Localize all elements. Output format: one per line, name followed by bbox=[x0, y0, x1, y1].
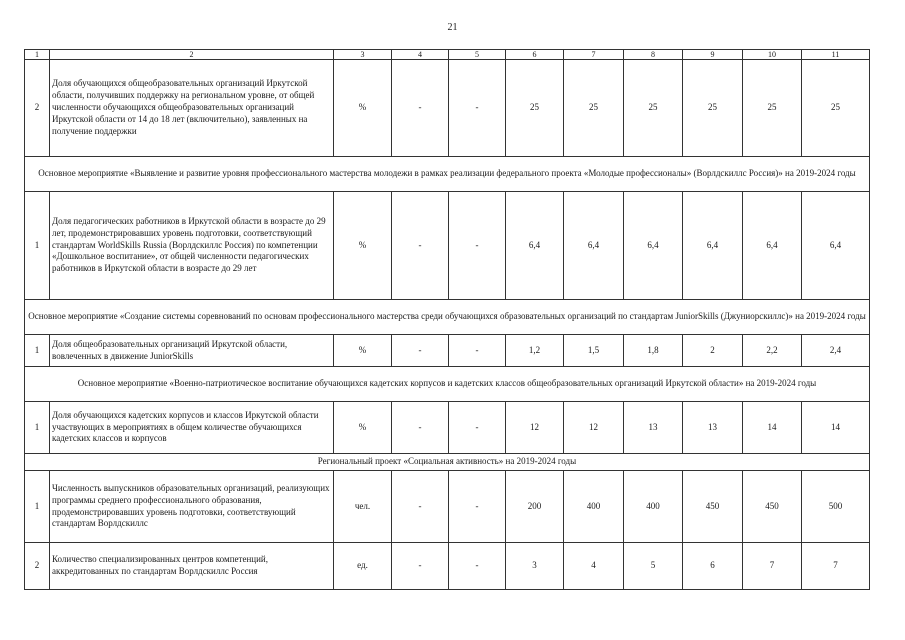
value-cell: 14 bbox=[802, 402, 870, 454]
indicator-row bbox=[25, 471, 870, 543]
section-row bbox=[25, 367, 870, 402]
section-row bbox=[25, 157, 870, 192]
indicator-row bbox=[25, 335, 870, 367]
indicator-name: Доля обучающихся общеобразовательных организаций Иркутской области, получивших поддержку на региональном уровне, от общей численности обучающихся общеобразовательных организаций Иркутской области от 14 до 18 лет (включительно), заявленных на получение поддержки bbox=[50, 60, 334, 157]
value-cell: 4 bbox=[564, 543, 624, 590]
col5-cell: - bbox=[449, 402, 506, 454]
value-cell: 1,5 bbox=[564, 335, 624, 367]
section-row bbox=[25, 300, 870, 335]
value-cell: 6,4 bbox=[683, 192, 743, 300]
value-cell: 1,2 bbox=[506, 335, 564, 367]
value-cell: 6,4 bbox=[624, 192, 683, 300]
value-cell: 200 bbox=[506, 471, 564, 543]
col4-cell: - bbox=[392, 335, 449, 367]
indicator-name: Доля педагогических работников в Иркутской области в возрасте до 29 лет, продемонстрировавших уровень подготовки, соответствующий стандартам WorldSkills Russia (Ворлдскиллс Россия) по компетенции «Дошкольное воспитание», от общей численности педагогических работников в Иркутской области в возрасте до 29 лет bbox=[50, 192, 334, 300]
indicator-row bbox=[25, 60, 870, 157]
value-cell: 6 bbox=[683, 543, 743, 590]
value-cell: 6,4 bbox=[743, 192, 802, 300]
value-cell: 400 bbox=[624, 471, 683, 543]
value-cell: 14 bbox=[743, 402, 802, 454]
unit-cell: % bbox=[334, 60, 392, 157]
header-col-2: 2 bbox=[50, 50, 334, 60]
value-cell: 7 bbox=[802, 543, 870, 590]
col4-cell: - bbox=[392, 471, 449, 543]
indicator-row bbox=[25, 543, 870, 590]
col5-cell: - bbox=[449, 335, 506, 367]
header-col-10: 10 bbox=[743, 50, 802, 60]
value-cell: 7 bbox=[743, 543, 802, 590]
value-cell: 2,2 bbox=[743, 335, 802, 367]
header-col-8: 8 bbox=[624, 50, 683, 60]
row-number: 1 bbox=[25, 402, 50, 454]
section-row bbox=[25, 454, 870, 471]
header-col-3: 3 bbox=[334, 50, 392, 60]
indicators-table bbox=[24, 49, 870, 590]
header-col-11: 11 bbox=[802, 50, 870, 60]
indicator-name: Доля общеобразовательных организаций Иркутской области, вовлеченных в движение JuniorSkills bbox=[50, 335, 334, 367]
value-cell: 12 bbox=[564, 402, 624, 454]
column-number-row bbox=[25, 50, 870, 60]
unit-cell: % bbox=[334, 192, 392, 300]
indicator-row bbox=[25, 402, 870, 454]
col5-cell: - bbox=[449, 543, 506, 590]
value-cell: 25 bbox=[624, 60, 683, 157]
col5-cell: - bbox=[449, 192, 506, 300]
header-col-1: 1 bbox=[25, 50, 50, 60]
col4-cell: - bbox=[392, 543, 449, 590]
value-cell: 6,4 bbox=[802, 192, 870, 300]
unit-cell: ед. bbox=[334, 543, 392, 590]
row-number: 1 bbox=[25, 471, 50, 543]
header-col-9: 9 bbox=[683, 50, 743, 60]
value-cell: 13 bbox=[683, 402, 743, 454]
value-cell: 450 bbox=[743, 471, 802, 543]
unit-cell: % bbox=[334, 402, 392, 454]
value-cell: 6,4 bbox=[506, 192, 564, 300]
value-cell: 2 bbox=[683, 335, 743, 367]
header-col-4: 4 bbox=[392, 50, 449, 60]
col4-cell: - bbox=[392, 402, 449, 454]
header-col-7: 7 bbox=[564, 50, 624, 60]
row-number: 2 bbox=[25, 543, 50, 590]
value-cell: 25 bbox=[743, 60, 802, 157]
value-cell: 400 bbox=[564, 471, 624, 543]
value-cell: 12 bbox=[506, 402, 564, 454]
value-cell: 6,4 bbox=[564, 192, 624, 300]
unit-cell: чел. bbox=[334, 471, 392, 543]
value-cell: 5 bbox=[624, 543, 683, 590]
row-number: 1 bbox=[25, 192, 50, 300]
header-col-5: 5 bbox=[449, 50, 506, 60]
col4-cell: - bbox=[392, 60, 449, 157]
value-cell: 25 bbox=[802, 60, 870, 157]
value-cell: 25 bbox=[683, 60, 743, 157]
value-cell: 3 bbox=[506, 543, 564, 590]
value-cell: 25 bbox=[564, 60, 624, 157]
indicator-row bbox=[25, 192, 870, 300]
value-cell: 1,8 bbox=[624, 335, 683, 367]
indicator-name: Количество специализированных центров компетенций, аккредитованных по стандартам Ворлдскиллс Россия bbox=[50, 543, 334, 590]
value-cell: 450 bbox=[683, 471, 743, 543]
unit-cell: % bbox=[334, 335, 392, 367]
header-col-6: 6 bbox=[506, 50, 564, 60]
section-title: Региональный проект «Социальная активность» на 2019-2024 годы bbox=[25, 454, 870, 471]
col5-cell: - bbox=[449, 60, 506, 157]
indicator-name: Доля обучающихся кадетских корпусов и классов Иркутской области участвующих в мероприятиях в общем количестве обучающихся кадетских классов и корпусов bbox=[50, 402, 334, 454]
page-number: 21 bbox=[447, 22, 458, 33]
value-cell: 13 bbox=[624, 402, 683, 454]
value-cell: 2,4 bbox=[802, 335, 870, 367]
col5-cell: - bbox=[449, 471, 506, 543]
section-title: Основное мероприятие «Выявление и развитие уровня профессионального мастерства молодежи в рамках реализации федерального проекта «Молодые профессионалы» (Ворлдскиллс Россия)» на 2019-2024 годы bbox=[25, 157, 870, 192]
section-title: Основное мероприятие «Военно-патриотическое воспитание обучающихся кадетских корпусов и кадетских классов общеобразовательных организаций Иркутской области» на 2019-2024 годы bbox=[25, 367, 870, 402]
indicator-name: Численность выпускников образовательных организаций, реализующих программы среднего профессионального образования, продемонстрировавших уровень подготовки, соответствующий стандартам Ворлдскиллс bbox=[50, 471, 334, 543]
value-cell: 25 bbox=[506, 60, 564, 157]
section-title: Основное мероприятие «Создание системы соревнований по основам профессионального мастерства среди обучающихся образовательных организаций по стандартам JuniorSkills (Джуниорскиллс)» на 2019-2024 годы bbox=[25, 300, 870, 335]
col4-cell: - bbox=[392, 192, 449, 300]
row-number: 1 bbox=[25, 335, 50, 367]
value-cell: 500 bbox=[802, 471, 870, 543]
row-number: 2 bbox=[25, 60, 50, 157]
